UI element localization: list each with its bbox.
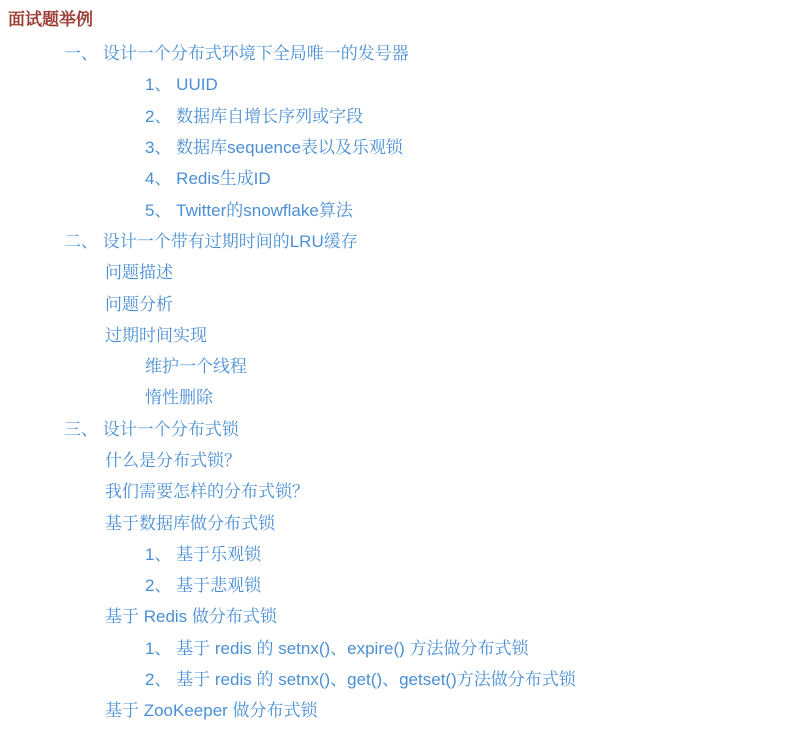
- toc-link[interactable]: 维护一个线程: [145, 357, 247, 377]
- toc-item: [0, 318, 799, 349]
- toc-link[interactable]: 过期时间实现: [105, 325, 207, 345]
- toc-link[interactable]: 2、 基于 redis 的 setnx()、get()、getset()方法做分布式锁: [145, 670, 576, 690]
- toc-item: [0, 380, 799, 411]
- toc-link[interactable]: 1、 UUID: [145, 75, 218, 95]
- toc-link[interactable]: 惰性删除: [145, 388, 213, 408]
- toc-link[interactable]: 一、 设计一个分布式环境下全局唯一的发号器: [64, 44, 409, 64]
- toc-link[interactable]: 问题描述: [105, 263, 173, 283]
- toc-link[interactable]: 1、 基于乐观锁: [145, 544, 262, 564]
- toc-item: [0, 631, 799, 662]
- toc-item: [0, 662, 799, 693]
- toc-item: [0, 412, 799, 443]
- toc-link[interactable]: 三、 设计一个分布式锁: [64, 419, 239, 439]
- toc-item: [0, 67, 799, 98]
- toc-item: [0, 224, 799, 255]
- toc-link[interactable]: 2、 基于悲观锁: [145, 576, 262, 596]
- toc-item: [0, 286, 799, 317]
- toc-item: [0, 568, 799, 599]
- toc-link[interactable]: 基于数据库做分布式锁: [105, 513, 275, 533]
- toc-item: [0, 192, 799, 223]
- toc-item: [0, 161, 799, 192]
- toc-item: [0, 99, 799, 130]
- toc-link[interactable]: 1、 基于 redis 的 setnx()、expire() 方法做分布式锁: [145, 638, 529, 658]
- toc-link[interactable]: 2、 数据库自增长序列或字段: [145, 106, 364, 126]
- toc-link[interactable]: 我们需要怎样的分布式锁？: [105, 482, 309, 502]
- toc-item: [0, 36, 799, 67]
- toc-item: [0, 349, 799, 380]
- toc-link[interactable]: 问题分析: [105, 294, 173, 314]
- toc-item: [0, 474, 799, 505]
- page-title: 面试题举例: [8, 10, 93, 29]
- toc-item: [0, 130, 799, 161]
- toc-item: [0, 443, 799, 474]
- table-of-contents: [0, 36, 799, 725]
- toc-item: [0, 255, 799, 286]
- toc-item: [0, 693, 799, 724]
- toc-link[interactable]: 基于 ZooKeeper 做分布式锁: [105, 701, 318, 721]
- toc-link[interactable]: 4、 Redis生成ID: [145, 169, 271, 189]
- toc-link[interactable]: 二、 设计一个带有过期时间的LRU缓存: [64, 231, 358, 251]
- toc-link[interactable]: 5、 Twitter的snowflake算法: [145, 200, 353, 220]
- toc-link[interactable]: 3、 数据库sequence表以及乐观锁: [145, 138, 403, 158]
- toc-item: [0, 505, 799, 536]
- toc-item: [0, 599, 799, 630]
- toc-link[interactable]: 什么是分布式锁？: [105, 451, 241, 470]
- toc-link[interactable]: 基于 Redis 做分布式锁: [105, 607, 277, 627]
- toc-item: [0, 537, 799, 568]
